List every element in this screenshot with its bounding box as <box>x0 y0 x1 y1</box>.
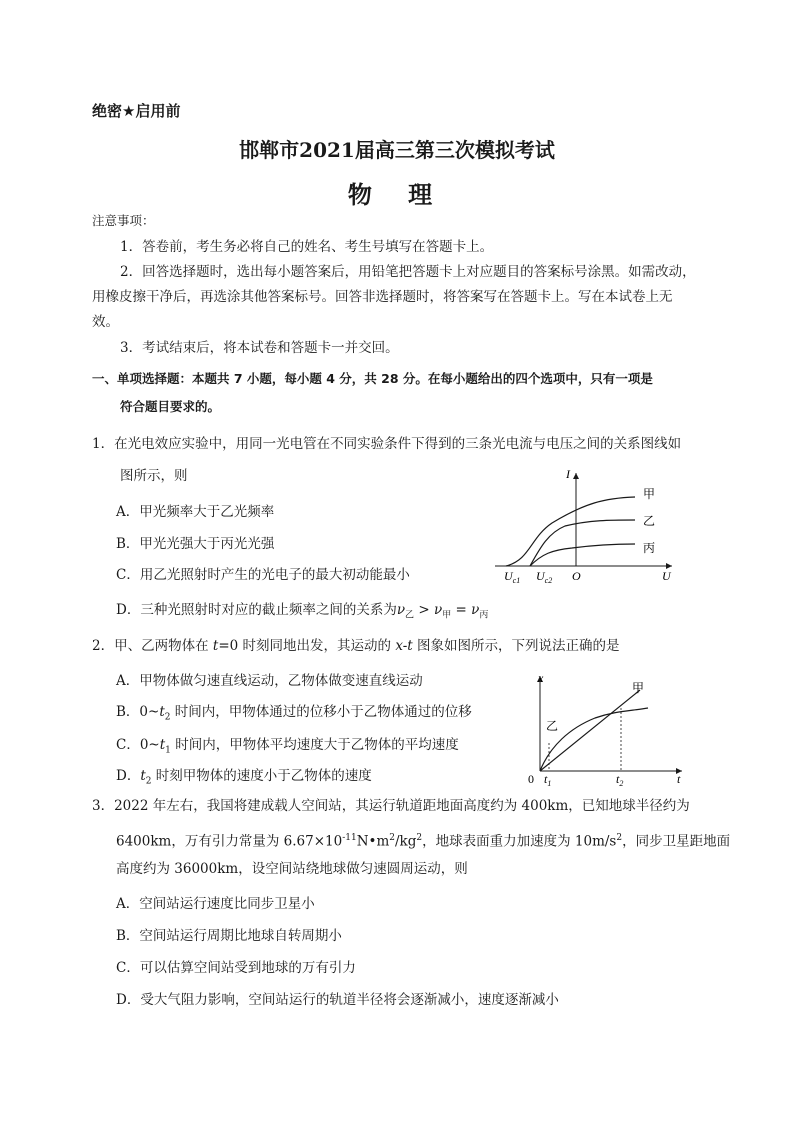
section-1-heading: 一、单项选择题：本题共 7 小题，每小题 4 分，共 28 分。在每小题给出的四个选项中，只有一项是 <box>92 371 653 386</box>
q2-stem-xt: x-t <box>395 638 413 654</box>
q1-greater-than: > <box>414 602 434 618</box>
q2-origin-label: 0 <box>528 772 534 786</box>
q3-l2-sup1: -11 <box>342 833 357 843</box>
q2-curve-yi-label: 乙 <box>546 719 559 733</box>
q2-d-prefix: D． <box>116 768 141 784</box>
q2-c-prefix: C．0~ <box>116 737 160 753</box>
q3-option-c: C．可以估算空间站受到地球的万有引力 <box>116 960 356 976</box>
q2-d-t: t <box>140 768 146 784</box>
q1-nu-1: ν <box>396 602 406 618</box>
q1-equals: = <box>451 602 472 618</box>
q3-l2-d: ，地球表面重力加速度为 10m/s <box>422 833 617 850</box>
q1-curve-yi <box>530 520 635 566</box>
q1-y-label: I <box>566 468 570 481</box>
q1-option-d <box>116 598 488 621</box>
notice-item-2-line-3: 效。 <box>92 314 119 330</box>
q1-uc1-label <box>504 569 520 585</box>
q1-curve-bing-label: 丙 <box>643 541 656 555</box>
q1-curve-jia <box>506 497 635 566</box>
notice-item-1: 1．答卷前，考生务必将自己的姓名、考生号填写在答题卡上。 <box>120 239 494 255</box>
q2-c-t: t <box>159 737 166 753</box>
q3-stem-line-1: 3．2022 年左右，我国将建成载人空间站，其运行轨道距地面高度约为 400km，已知地球半径约为 <box>92 798 690 814</box>
q1-option-d-text: D．三种光照射时对应的截止频率之间的关系为 <box>116 602 397 618</box>
q2-t2-t: t <box>616 772 620 786</box>
q1-nu-3-sub: 丙 <box>479 610 489 621</box>
q2-x-label: t <box>677 772 681 786</box>
q3-l2-sup2: 2 <box>389 833 395 843</box>
q2-xt-graph <box>520 668 695 788</box>
q1-stem-line-1: 1．在光电效应实验中，用同一光电管在不同实验条件下得到的三条光电流与电压之间的关系图线如 <box>92 436 682 452</box>
q1-iu-graph <box>490 468 690 588</box>
q3-option-a: A．空间站运行速度比同步卫星小 <box>116 896 315 912</box>
q1-option-c: C．用乙光照射时产生的光电子的最大初动能最小 <box>116 567 410 583</box>
q2-option-c <box>116 733 459 756</box>
q1-option-a: A．甲光频率大于乙光频率 <box>116 504 275 520</box>
q3-l2-b: N•m <box>356 833 390 850</box>
notice-heading: 注意事项： <box>92 213 155 228</box>
q2-stem-prefix: 2．甲、乙两物体在 <box>92 638 213 654</box>
q2-d-sub: 2 <box>145 776 152 787</box>
q1-uc2-sub: c2 <box>544 576 553 585</box>
q1-option-b: B．甲光光强大于丙光光强 <box>116 536 275 552</box>
exam-title: 邯郸市2021届高三第三次模拟考试 <box>239 138 555 162</box>
q2-b-prefix: B．0~ <box>116 704 160 720</box>
q2-c-suffix: 时间内，甲物体平均速度大于乙物体的平均速度 <box>170 737 459 753</box>
q1-curve-bing <box>530 544 635 566</box>
q2-line-jia-label: 甲 <box>632 681 645 695</box>
q1-nu-2: ν <box>433 602 443 618</box>
q1-uc1-sub: c1 <box>512 576 521 585</box>
q2-b-t: t <box>159 704 165 720</box>
q2-t2-sub: 2 <box>619 779 624 788</box>
q2-stem <box>92 637 619 655</box>
q2-option-a: A．甲物体做匀速直线运动，乙物体做变速直线运动 <box>116 673 423 689</box>
q2-b-sub: 2 <box>164 712 171 723</box>
q2-curve-yi <box>540 708 648 771</box>
q1-x-label: U <box>662 569 671 583</box>
q3-option-d: D．受大气阻力影响，空间站运行的轨道半径将会逐渐减小，速度逐渐减小 <box>116 992 559 1008</box>
q1-stem-line-2: 图所示，则 <box>120 468 188 484</box>
q2-option-d <box>116 764 372 787</box>
q1-nu-3: ν <box>471 602 480 618</box>
q2-stem-suffix: 图象如图所示，下列说法正确的是 <box>412 638 620 654</box>
q2-t1-label <box>544 772 551 788</box>
q3-l2-sup4: 2 <box>616 833 623 843</box>
q3-l2-e: ，同步卫星距地面 <box>622 833 731 850</box>
q3-option-b: B．空间站运行周期比地球自转周期小 <box>116 928 342 944</box>
q1-curve-yi-label: 乙 <box>643 514 656 528</box>
confidential-label: 绝密★启用前 <box>92 102 181 120</box>
subject-title: 物 理 <box>347 180 447 209</box>
q3-stem-line-3: 高度约为 36000km，设空间站绕地球做匀速圆周运动，则 <box>116 861 468 877</box>
q2-t2-label <box>616 772 623 788</box>
q3-l2-sup3: 2 <box>416 833 423 843</box>
q3-stem-line-2 <box>116 829 730 851</box>
notice-item-2-line-1: 2．回答选择题时，选出每小题答案后，用铅笔把答题卡上对应题目的答案标号涂黑。如需改动， <box>120 264 696 280</box>
q1-uc2-u: U <box>536 569 545 583</box>
q2-d-suffix: 时刻甲物体的速度小于乙物体的速度 <box>151 768 372 784</box>
q2-b-suffix: 时间内，甲物体通过的位移小于乙物体通过的位移 <box>170 704 472 720</box>
q1-nu-1-sub: 乙 <box>405 610 415 621</box>
q2-y-label: x <box>538 671 544 685</box>
q1-nu-2-sub: 甲 <box>442 610 452 621</box>
q2-stem-mid: =0 时刻同地出发，其运动的 <box>218 638 396 654</box>
q2-stem-t: t <box>212 638 219 654</box>
notice-item-3: 3．考试结束后，将本试卷和答题卡一并交回。 <box>120 340 399 356</box>
q1-curve-jia-label: 甲 <box>643 487 656 501</box>
q2-t1-t: t <box>544 772 548 786</box>
q1-uc2-label <box>536 569 552 585</box>
q2-c-sub: 1 <box>165 745 171 756</box>
q2-t1-sub: 1 <box>547 779 552 788</box>
q3-l2-a: 6400km，万有引力常量为 6.67×10 <box>116 833 343 850</box>
q3-l2-c: /kg <box>395 833 417 850</box>
q2-option-b <box>116 700 472 723</box>
q1-uc1-u: U <box>504 569 513 583</box>
q1-origin-label: O <box>572 569 581 583</box>
section-1-heading-line-2: 符合题目要求的。 <box>120 399 221 414</box>
notice-item-2-line-2: 用橡皮擦干净后，再选涂其他答案标号。回答非选择题时，将答案写在答题卡上。写在本试卷上无 <box>92 289 673 305</box>
